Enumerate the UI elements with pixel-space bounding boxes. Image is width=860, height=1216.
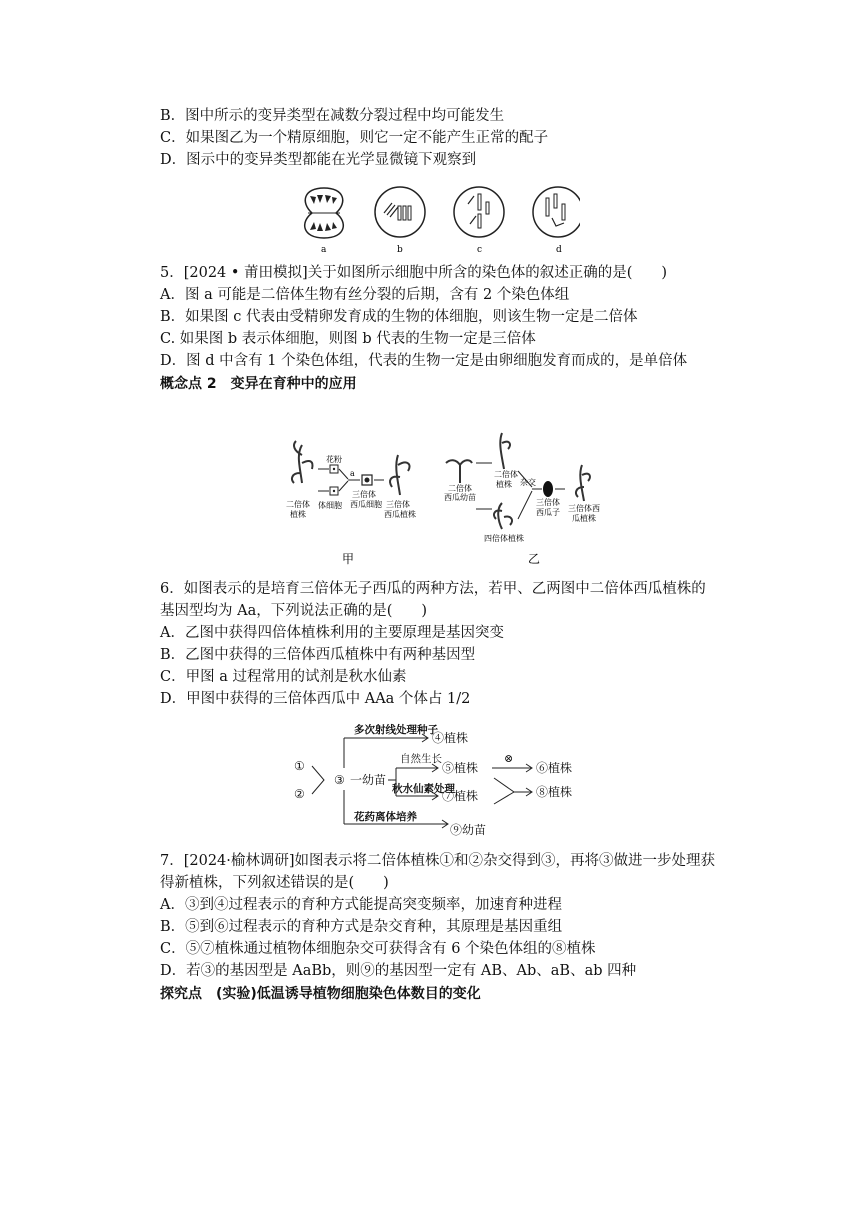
triploid-plant-icon-2: [576, 465, 590, 501]
q7-option-d: D．若③的基因型是 AaBb，则⑨的基因型一定有 AB、Ab、aB、ab 四种: [160, 963, 637, 979]
triploid-plant-icon: [390, 455, 409, 495]
yi-triploid-1: 三倍体西: [568, 504, 600, 513]
label-natural: 自然生长: [400, 753, 442, 765]
seedling-icon: [446, 460, 472, 483]
q5-stem: 5．[2024 • 莆田模拟]关于如图所示细胞中所含的染色体的叙述正确的是( ): [160, 265, 668, 281]
yi-seedling-2: 西瓜幼苗: [444, 493, 476, 502]
q6-option-d: D．甲图中获得的三倍体西瓜中 AAa 个体占 1/2: [160, 691, 471, 707]
yi-diploid-plant-2: 植株: [496, 480, 512, 489]
q7-option-b: B．⑤到⑥过程表示的育种方式是杂交育种，其原理是基因重组: [160, 919, 563, 935]
jia-step-a: a: [350, 469, 355, 478]
jia-plant: 植株: [290, 510, 306, 519]
q7-option-a: A．③到④过程表示的育种方式能提高突变频率，加速育种进程: [160, 897, 562, 913]
section-heading-2: 概念点 2 变异在育种中的应用: [160, 376, 357, 392]
diploid-plant-icon: [292, 441, 313, 483]
watermelon-breeding-figure: [280, 425, 610, 570]
node-n6: ⑥植株: [536, 761, 573, 775]
label-selfing: ⊗: [504, 752, 514, 765]
q6-stem-2: 基因型均为 Aa，下列说法正确的是( ): [160, 603, 428, 619]
yi-tetraploid: 四倍体植株: [484, 534, 524, 543]
label-ray: 多次射线处理种子: [354, 724, 438, 736]
q5-option-c: C. 如果图 b 表示体细胞，则图 b 代表的生物一定是三倍体: [160, 331, 536, 347]
q4-option-b: B．图中所示的变异类型在减数分裂过程中均可能发生: [160, 108, 505, 124]
tetraploid-plant-icon: [494, 503, 512, 529]
yi-diploid-plant-1: 二倍体: [494, 470, 518, 479]
jia-pollen: 花粉: [326, 455, 342, 464]
yi-seed-2: 西瓜子: [536, 508, 560, 517]
yi-cross: 杂交: [520, 478, 536, 487]
cell-label-c: c: [477, 245, 483, 255]
q6-stem-1: 6．如图表示的是培育三倍体无子西瓜的两种方法，若甲、乙两图中二倍体西瓜植株的: [160, 581, 706, 597]
cell-label-a: a: [321, 245, 327, 255]
jia-diploid: 二倍体: [286, 500, 310, 509]
cell-b: [375, 187, 425, 237]
q6-option-a: A．乙图中获得四倍体植株利用的主要原理是基因突变: [160, 625, 504, 641]
jia-body-cell: 体细胞: [318, 501, 342, 510]
yi-seedling-1: 二倍体: [448, 484, 472, 493]
q4-option-c: C．如果图乙为一个精原细胞，则它一定不能产生正常的配子: [160, 130, 549, 146]
jia-triploid-cell-2: 西瓜细胞: [350, 500, 382, 509]
cell-a: [305, 188, 344, 238]
diploid-plant-icon-2: [500, 433, 510, 469]
q7-stem-1: 7．[2024·榆林调研]如图表示将二倍体植株①和②杂交得到③，再将③做进一步处理获: [160, 853, 716, 869]
label-colch: 秋水仙素处理: [392, 783, 455, 795]
chromosome-cells-figure: [290, 180, 580, 256]
yi-caption: 乙: [528, 552, 541, 566]
cell-c: [454, 187, 504, 237]
node-p2: ②: [294, 787, 305, 801]
q7-stem-2: 得新植株，下列叙述错误的是( ): [160, 875, 389, 891]
q4-option-d: D．图示中的变异类型都能在光学显微镜下观察到: [160, 152, 477, 168]
yi-seed-1: 三倍体: [536, 498, 560, 507]
node-n9: ⑨幼苗: [450, 823, 487, 837]
q5-option-a: A．图 a 可能是二倍体生物有丝分裂的后期，含有 2 个染色体组: [160, 287, 570, 303]
node-n8: ⑧植株: [536, 785, 573, 799]
q7-option-c: C．⑤⑦植株通过植物体细胞杂交可获得含有 6 个染色体组的⑧植株: [160, 941, 596, 957]
section-heading-3: 探究点 (实验)低温诱导植物细胞染色体数目的变化: [160, 986, 481, 1002]
node-p1: ①: [294, 759, 305, 773]
q5-option-d: D．图 d 中含有 1 个染色体组，代表的生物一定是由卵细胞发育而成的，是单倍体: [160, 353, 688, 369]
panel-yi: [444, 433, 600, 566]
node-n7: ⑦植株: [442, 789, 479, 803]
node-n5: ⑤植株: [442, 761, 479, 775]
breeding-flow-figure: [288, 716, 608, 842]
q5-option-b: B．如果图 c 代表由受精卵发育成的生物的体细胞，则该生物一定是二倍体: [160, 309, 638, 325]
q6-option-b: B．乙图中获得的三倍体西瓜植株中有两种基因型: [160, 647, 476, 663]
jia-caption: 甲: [342, 552, 355, 566]
cell-label-d: d: [556, 245, 562, 255]
q6-option-c: C．甲图 a 过程常用的试剂是秋水仙素: [160, 669, 407, 685]
node-p3: ③: [334, 773, 345, 787]
yi-triploid-2: 瓜植株: [572, 514, 596, 523]
node-seedling: 一幼苗: [350, 773, 387, 787]
jia-triploid-plant-1: 三倍体: [386, 500, 410, 509]
panel-jia: [286, 441, 416, 566]
cell-label-b: b: [397, 245, 403, 255]
jia-triploid-plant-2: 西瓜植株: [384, 510, 416, 519]
node-n4: ④植株: [432, 731, 469, 745]
label-anther: 花药离体培养: [354, 811, 417, 823]
jia-triploid-cell-1: 三倍体: [352, 490, 376, 499]
cell-d: [533, 187, 580, 237]
